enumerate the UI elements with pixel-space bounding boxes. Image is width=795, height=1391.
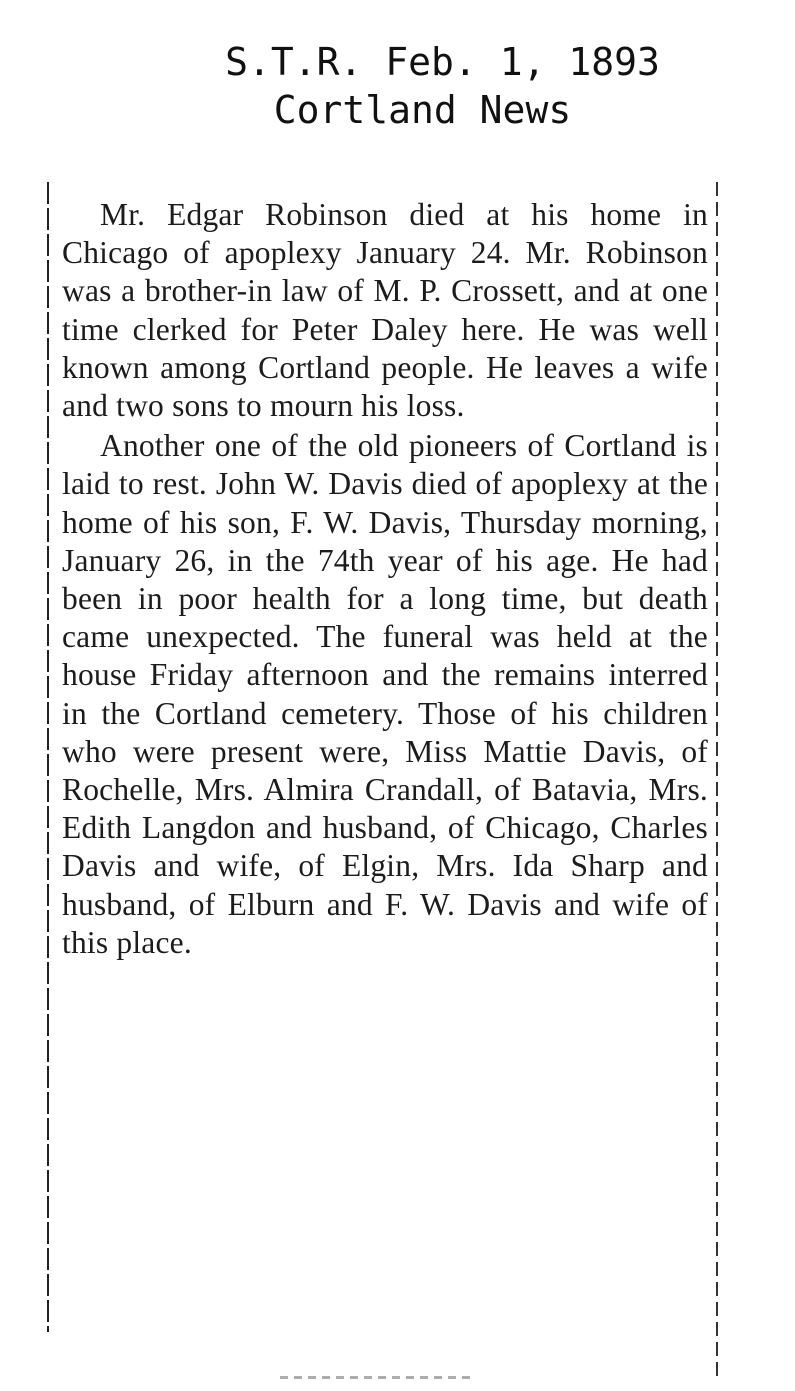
clipping-header — [0, 38, 795, 134]
section-title: Cortland News — [273, 88, 572, 132]
source-date-line: S.T.R. Feb. 1, 1893 — [225, 40, 660, 84]
column-rule-left — [47, 182, 49, 1332]
obituary-paragraph-davis: Another one of the old pioneers of Cortland is laid to rest. John W. Davis died of apoplexy at the home of his son, F. W. Davis, Thursday morning, January 26, in the 74th year of his age. He had been in poor health for a long time, but death came unexpected. The funeral was held at the house Friday afternoon and the remains interred in the Cortland cemetery. Those of his children who were present were, Miss Mattie Davis, of Rochelle, Mrs. Almira Crandall, of Batavia, Mrs. Edith Langdon and husband, of Chicago, Charles Davis and wife, of Elgin, Mrs. Ida Sharp and husband, of Elburn and F. W. Davis and wife of this place. — [62, 428, 708, 960]
newspaper-column — [62, 196, 708, 962]
print-artifact-marks — [280, 1376, 470, 1379]
obituary-paragraph-robinson: Mr. Edgar Robinson died at his home in Chicago of apoplexy January 24. Mr. Robinson was a brother-in law of M. P. Crossett, and at one time clerked for Peter Daley here. He was well known among Cortland people. He leaves a wife and two sons to mourn his loss. — [62, 197, 708, 424]
column-rule-right — [716, 182, 718, 1377]
